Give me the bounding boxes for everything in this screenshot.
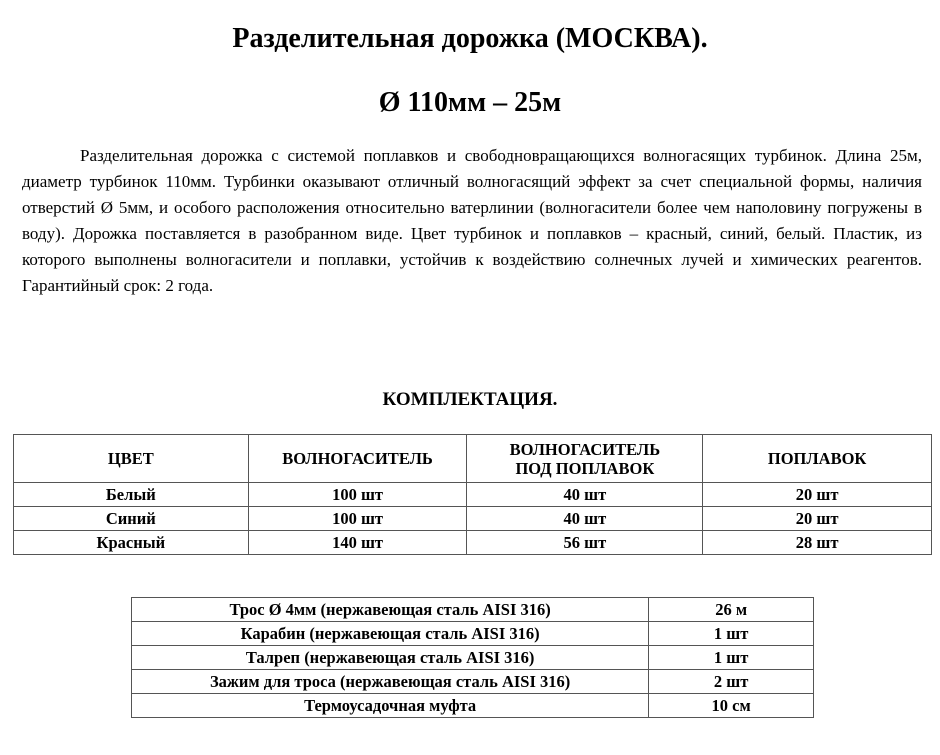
table-cell: Синий xyxy=(14,507,249,531)
page-subtitle: Ø 110мм – 25м xyxy=(378,87,562,118)
product-description: Разделительная дорожка с системой поплавков и свободновращающихся волногасящих турбинок. Длина 25м, диаметр турбинок 110мм. Турбинки оказывают отличный волногасящий эффект за счет специальной формы, наличия отверстий Ø 5мм, и особого расположения относительно ватерлинии (волногасители более чем наполовину погружены в воду). Дорожка поставляется в разобранном виде. Цвет турбинок и поплавков – красный, синий, белый. Пластик, из которого выполнены волногасители и поплавки, устойчив к воздействию солнечных лучей и химических реагентов. Гарантийный срок: 2 года. xyxy=(22,146,922,295)
table-row xyxy=(132,670,814,694)
accessories-table xyxy=(131,597,814,718)
table-cell: 100 шт xyxy=(248,507,467,531)
table-row xyxy=(14,507,932,531)
table-row xyxy=(132,598,814,622)
table-row xyxy=(132,622,814,646)
table-cell: 56 шт xyxy=(467,531,703,555)
table-row xyxy=(132,694,814,718)
kit-table-header-row xyxy=(14,435,932,483)
column-header-wave-damper: ВОЛНОГАСИТЕЛЬ xyxy=(248,435,467,483)
table-row xyxy=(14,531,932,555)
accessory-quantity: 10 см xyxy=(649,694,814,718)
table-cell: Красный xyxy=(14,531,249,555)
table-cell: 20 шт xyxy=(703,507,932,531)
kit-heading: КОМПЛЕКТАЦИЯ. xyxy=(382,389,558,410)
accessory-quantity: 1 шт xyxy=(649,646,814,670)
table-cell: 20 шт xyxy=(703,483,932,507)
table-cell: 28 шт xyxy=(703,531,932,555)
accessory-name: Термоусадочная муфта xyxy=(132,694,649,718)
accessory-quantity: 26 м xyxy=(649,598,814,622)
table-cell: 40 шт xyxy=(467,483,703,507)
table-row xyxy=(132,646,814,670)
column-header-float: ПОПЛАВОК xyxy=(703,435,932,483)
accessory-quantity: 1 шт xyxy=(649,622,814,646)
column-header-color: ЦВЕТ xyxy=(14,435,249,483)
accessory-name: Карабин (нержавеющая сталь AISI 316) xyxy=(132,622,649,646)
accessory-quantity: 2 шт xyxy=(649,670,814,694)
column-header-wave-damper-under-float: ВОЛНОГАСИТЕЛЬ ПОД ПОПЛАВОК xyxy=(467,435,703,483)
table-cell: 100 шт xyxy=(248,483,467,507)
kit-table xyxy=(13,434,932,555)
table-cell: 40 шт xyxy=(467,507,703,531)
accessory-name: Талреп (нержавеющая сталь AISI 316) xyxy=(132,646,649,670)
table-cell: 140 шт xyxy=(248,531,467,555)
table-cell: Белый xyxy=(14,483,249,507)
page-title: Разделительная дорожка (МОСКВА). xyxy=(232,23,708,54)
table-row xyxy=(14,483,932,507)
accessory-name: Трос Ø 4мм (нержавеющая сталь AISI 316) xyxy=(132,598,649,622)
accessory-name: Зажим для троса (нержавеющая сталь AISI 316) xyxy=(132,670,649,694)
